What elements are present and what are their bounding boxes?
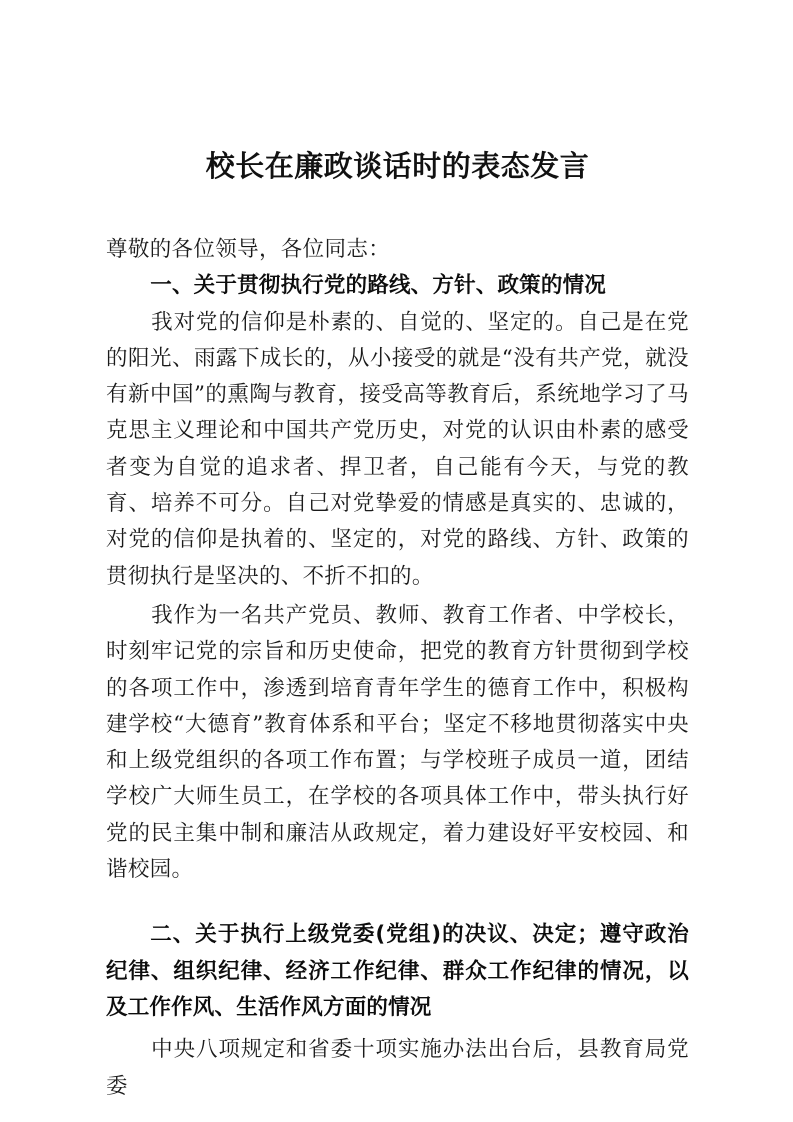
section-one-paragraph-1: 我对党的信仰是朴素的、自觉的、坚定的。自己是在党的阳光、雨露下成长的，从小接受的就是“没有共产党，就没有新中国”的熏陶与教育，接受高等教育后，系统地学习了马克思主义理论和中国共产党历史，对党的认识由朴素的感受者变为自觉的追求者、捍卫者，自己能有今天，与党的教育、培养不可分。自己对党挚爱的情感是真实的、忠诚的，对党的信仰是执着的、坚定的，对党的路线、方针、政策的贯彻执行是坚决的、不折不扣的。 [106, 309, 689, 589]
salutation-line: 尊敬的各位领导，各位同志： [106, 237, 391, 262]
document-body [106, 0, 689, 1105]
page-title: 校长在廉政谈话时的表态发言 [205, 149, 590, 183]
section-two-paragraph-1: 中央八项规定和省委十项实施办法出台后，县教育局党委 [106, 1037, 689, 1099]
section-heading-one: 一、关于贯彻执行党的路线、方针、政策的情况 [150, 273, 606, 299]
section-one-paragraph-2: 我作为一名共产党员、教师、教育工作者、中学校长，时刻牢记党的宗旨和历史使命，把党的教育方针贯彻到学校的各项工作中，渗透到培育青年学生的德育工作中，积极构建学校“大德育”教育体系和平台；坚定不移地贯彻落实中央和上级党组织的各项工作布置；与学校班子成员一道，团结学校广大师生员工，在学校的各项具体工作中，带头执行好党的民主集中制和廉洁从政规定，着力建设好平安校园、和谐校园。 [106, 602, 689, 883]
section-heading-two: 二、关于执行上级党委(党组)的决议、决定；遵守政治纪律、组织纪律、经济工作纪律、群众工作纪律的情况，以及工作作风、生活作风方面的情况 [106, 922, 689, 1020]
